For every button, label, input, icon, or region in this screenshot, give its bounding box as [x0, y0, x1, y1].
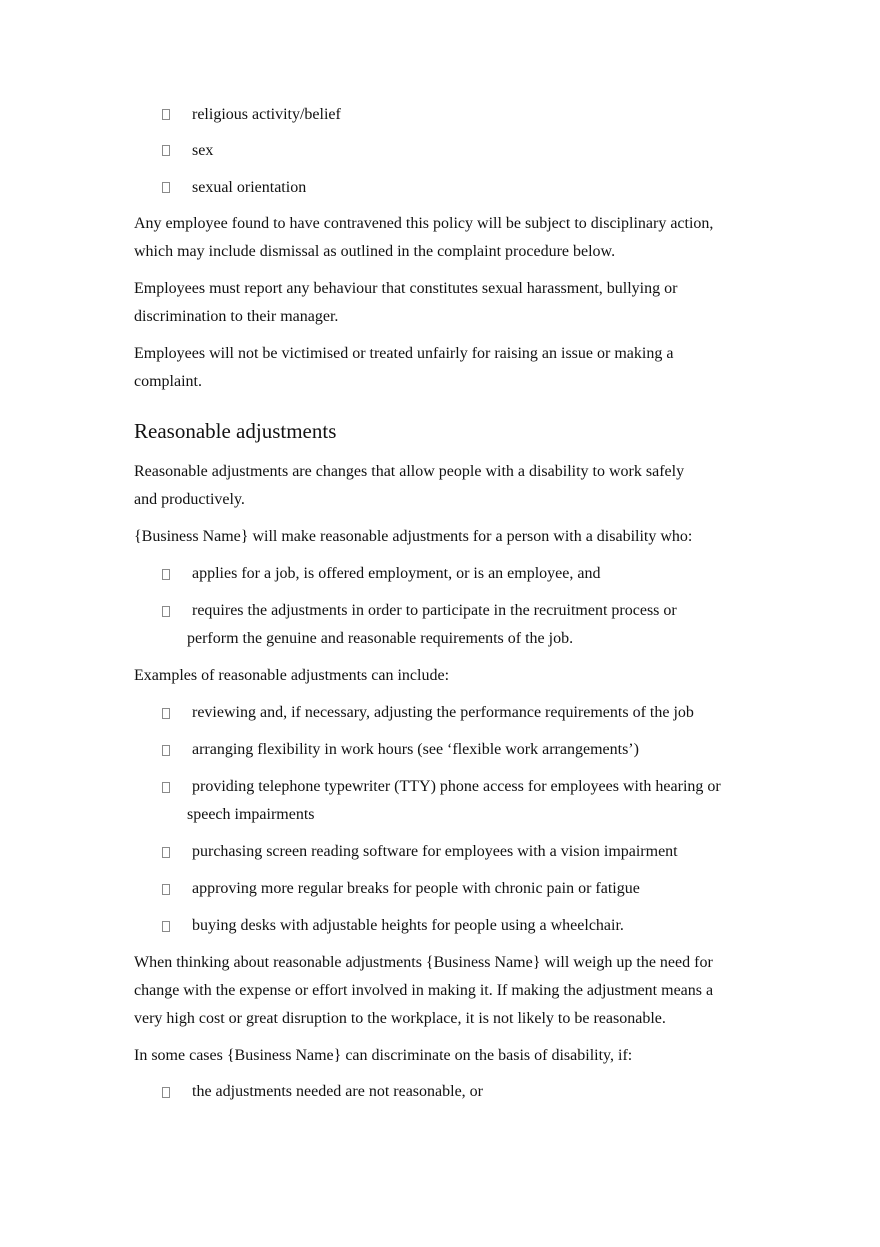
bullet-box-icon	[162, 782, 170, 793]
paragraph-line: complaint.	[134, 373, 202, 390]
list-item: reviewing and, if necessary, adjusting the performance requirements of the job	[192, 704, 694, 721]
paragraph-line: Employees must report any behaviour that constitutes sexual harassment, bullying or	[134, 280, 678, 297]
bullet-box-icon	[162, 921, 170, 932]
paragraph-line: Any employee found to have contravened this policy will be subject to disciplinary action,	[134, 215, 714, 232]
paragraph-line: Examples of reasonable adjustments can include:	[134, 667, 450, 684]
bullet-box-icon	[162, 1087, 170, 1098]
bullet-box-icon	[162, 182, 170, 193]
list-item-continuation: perform the genuine and reasonable requirements of the job.	[187, 630, 574, 647]
paragraph-line: Employees will not be victimised or treated unfairly for raising an issue or making a	[134, 345, 674, 362]
list-item: purchasing screen reading software for employees with a vision impairment	[192, 843, 678, 860]
paragraph-line: which may include dismissal as outlined in the complaint procedure below.	[134, 243, 616, 260]
list-item: sexual orientation	[192, 179, 307, 196]
paragraph-line: Reasonable adjustments are changes that allow people with a disability to work safely	[134, 463, 685, 480]
bullet-box-icon	[162, 884, 170, 895]
paragraph-line: very high cost or great disruption to the workplace, it is not likely to be reasonable.	[134, 1010, 666, 1027]
list-item: approving more regular breaks for people with chronic pain or fatigue	[192, 880, 640, 897]
paragraph-line: change with the expense or effort involved in making it. If making the adjustment means a	[134, 982, 714, 999]
paragraph-line: When thinking about reasonable adjustments {Business Name} will weigh up the need for	[134, 954, 713, 971]
paragraph-line: In some cases {Business Name} can discriminate on the basis of disability, if:	[134, 1047, 633, 1064]
paragraph-line: and productively.	[134, 491, 245, 508]
bullet-box-icon	[162, 606, 170, 617]
list-item-continuation: speech impairments	[187, 806, 315, 823]
list-item: buying desks with adjustable heights for people using a wheelchair.	[192, 917, 624, 934]
bullet-box-icon	[162, 569, 170, 580]
list-item: religious activity/belief	[192, 106, 341, 123]
list-item: the adjustments needed are not reasonable, or	[192, 1083, 483, 1100]
list-item: arranging flexibility in work hours (see ‘flexible work arrangements’)	[192, 741, 639, 758]
bullet-box-icon	[162, 708, 170, 719]
paragraph-line: discrimination to their manager.	[134, 308, 339, 325]
list-item: sex	[192, 142, 214, 159]
bullet-box-icon	[162, 847, 170, 858]
list-item: providing telephone typewriter (TTY) phone access for employees with hearing or	[192, 778, 721, 795]
list-item: requires the adjustments in order to participate in the recruitment process or	[192, 602, 677, 619]
list-item: applies for a job, is offered employment, or is an employee, and	[192, 565, 601, 582]
section-heading: Reasonable adjustments	[134, 419, 337, 443]
bullet-box-icon	[162, 109, 170, 120]
bullet-box-icon	[162, 145, 170, 156]
bullet-box-icon	[162, 745, 170, 756]
paragraph-line: {Business Name} will make reasonable adjustments for a person with a disability who:	[134, 528, 693, 545]
